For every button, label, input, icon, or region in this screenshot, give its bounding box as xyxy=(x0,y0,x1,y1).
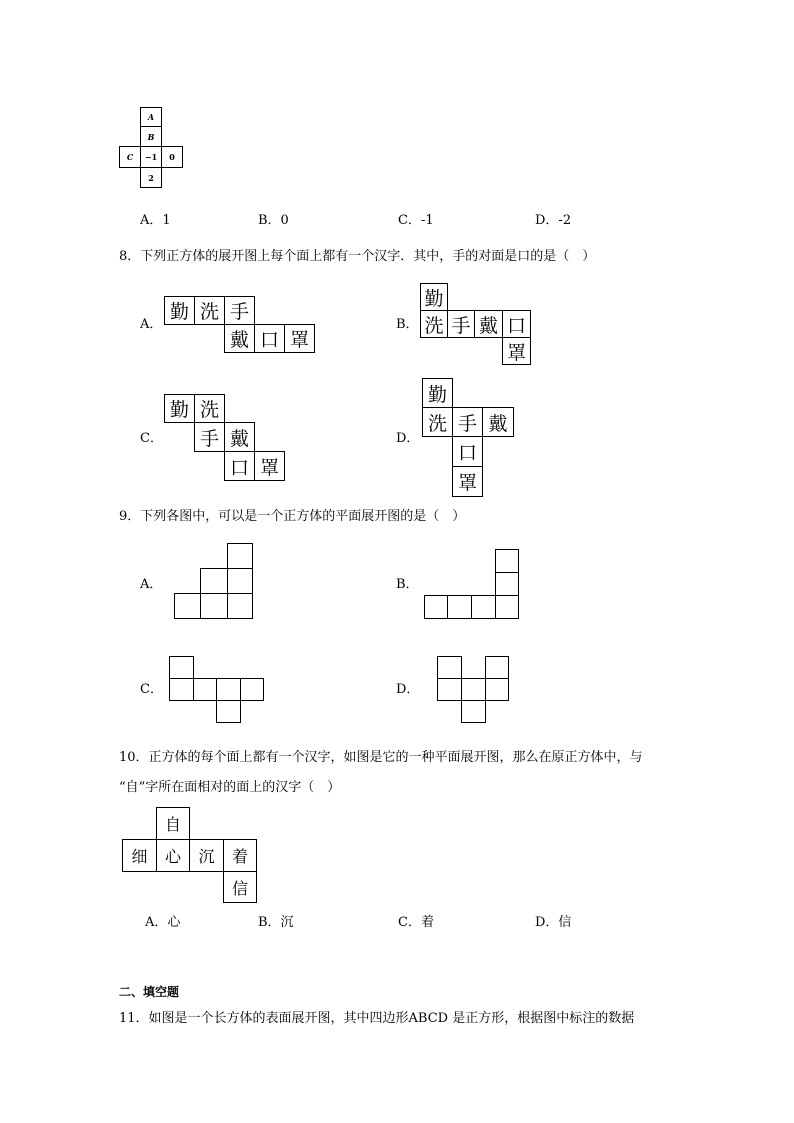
q9b-square xyxy=(424,595,448,619)
q7-option-b[interactable]: B．0 xyxy=(258,213,289,228)
q7-option-a[interactable]: A．1 xyxy=(140,213,171,228)
q8d-cell: 手 xyxy=(452,407,483,437)
q10-option-c[interactable]: C．着 xyxy=(398,915,434,930)
q7-option-c[interactable]: C．-1 xyxy=(398,213,434,228)
q8d-cell: 罩 xyxy=(452,466,483,497)
q9c-square xyxy=(169,678,194,701)
q8d-cell: 勤 xyxy=(422,378,453,408)
q8c-cell: 罩 xyxy=(254,451,285,481)
q8b-cell: 手 xyxy=(447,310,475,338)
q8c-cell: 戴 xyxy=(224,422,255,452)
q8-question-text: 8．下列正方体的展开图上每个面上都有一个汉字．其中，手的对面是口的是（ ） xyxy=(119,249,596,264)
q10-option-b[interactable]: B．沉 xyxy=(258,915,294,930)
q9a-square xyxy=(227,543,253,569)
q10-cell: 心 xyxy=(156,839,190,872)
q10-cell: 自 xyxy=(156,807,190,840)
q10-option-d[interactable]: D．信 xyxy=(535,915,572,930)
q9d-square xyxy=(437,678,462,701)
q9c-square xyxy=(216,678,241,701)
q9a-square xyxy=(200,568,228,594)
q8a-cell: 罩 xyxy=(284,324,315,353)
q8b-cell: 罩 xyxy=(502,337,531,365)
q9c-square xyxy=(169,656,194,679)
q10-option-a[interactable]: A．心 xyxy=(145,915,181,930)
q8a-cell: 勤 xyxy=(164,296,195,325)
q8c-cell: 手 xyxy=(194,422,225,452)
q9b-square xyxy=(495,595,519,619)
q9a-square xyxy=(227,568,253,594)
q9d-square xyxy=(485,656,509,679)
q10-question-text-line2: “自”字所在面相对的面上的汉字（ ） xyxy=(119,780,341,795)
q9d-square xyxy=(461,700,486,723)
q7-cell-b: B xyxy=(140,126,162,147)
q9c-square xyxy=(193,678,217,701)
q9a-square xyxy=(174,593,201,619)
q7-cell-two: 2 xyxy=(140,167,162,188)
q9-option-b-label[interactable]: B． xyxy=(396,577,419,592)
q9-option-a-label[interactable]: A． xyxy=(140,577,163,592)
q9d-square xyxy=(485,678,509,701)
q10-cell: 着 xyxy=(223,839,257,872)
q8b-cell: 口 xyxy=(502,310,531,338)
q8a-cell: 洗 xyxy=(194,296,225,325)
q10-cell: 细 xyxy=(122,839,157,872)
q9b-square xyxy=(495,572,519,596)
q10-cell: 沉 xyxy=(189,839,224,872)
q8b-cell: 洗 xyxy=(420,310,448,338)
q8-option-d-label[interactable]: D． xyxy=(396,431,420,446)
q9a-square xyxy=(227,593,253,619)
q9-option-d-label[interactable]: D． xyxy=(396,682,420,697)
q8a-cell: 戴 xyxy=(224,324,255,353)
q8d-cell: 口 xyxy=(452,436,483,467)
q7-cell-a: A xyxy=(140,107,162,127)
q9-question-text: 9．下列各图中，可以是一个正方体的平面展开图的是（ ） xyxy=(119,509,466,524)
q8c-cell: 洗 xyxy=(194,394,225,423)
q8a-cell: 口 xyxy=(254,324,285,353)
q7-cell-neg1: −1 xyxy=(140,146,162,168)
q10-question-text-line1: 10．正方体的每个面上都有一个汉字，如图是它的一种平面展开图，那么在原正方体中，与 xyxy=(119,750,643,765)
q9b-square xyxy=(471,595,496,619)
q8-option-a-label[interactable]: A． xyxy=(140,317,163,332)
q10-cell: 信 xyxy=(223,871,257,903)
q9a-square xyxy=(200,593,228,619)
q8c-cell: 口 xyxy=(224,451,255,481)
q8b-cell: 戴 xyxy=(474,310,503,338)
q8c-cell: 勤 xyxy=(164,394,195,423)
q9d-square xyxy=(461,678,486,701)
q9c-square xyxy=(216,700,241,723)
q8-option-c-label[interactable]: C． xyxy=(140,431,163,446)
q8-option-b-label[interactable]: B． xyxy=(396,317,419,332)
q8d-cell: 戴 xyxy=(482,407,514,437)
section-heading: 二、填空题 xyxy=(119,985,180,999)
q9-option-c-label[interactable]: C． xyxy=(140,682,163,697)
q8a-cell: 手 xyxy=(224,296,255,325)
q9b-square xyxy=(447,595,472,619)
q11-question-text: 11．如图是一个长方体的表面展开图，其中四边形ABCD 是正方形，根据图中标注的数据 xyxy=(119,1011,635,1026)
q8d-cell: 洗 xyxy=(422,407,453,437)
q9c-square xyxy=(240,678,264,701)
q7-cell-zero: 0 xyxy=(161,146,183,168)
q9d-square xyxy=(437,656,462,679)
q8b-cell: 勤 xyxy=(420,283,448,311)
q7-option-d[interactable]: D．-2 xyxy=(535,213,572,228)
q7-cell-c: C xyxy=(119,146,141,168)
q9b-square xyxy=(495,549,519,573)
